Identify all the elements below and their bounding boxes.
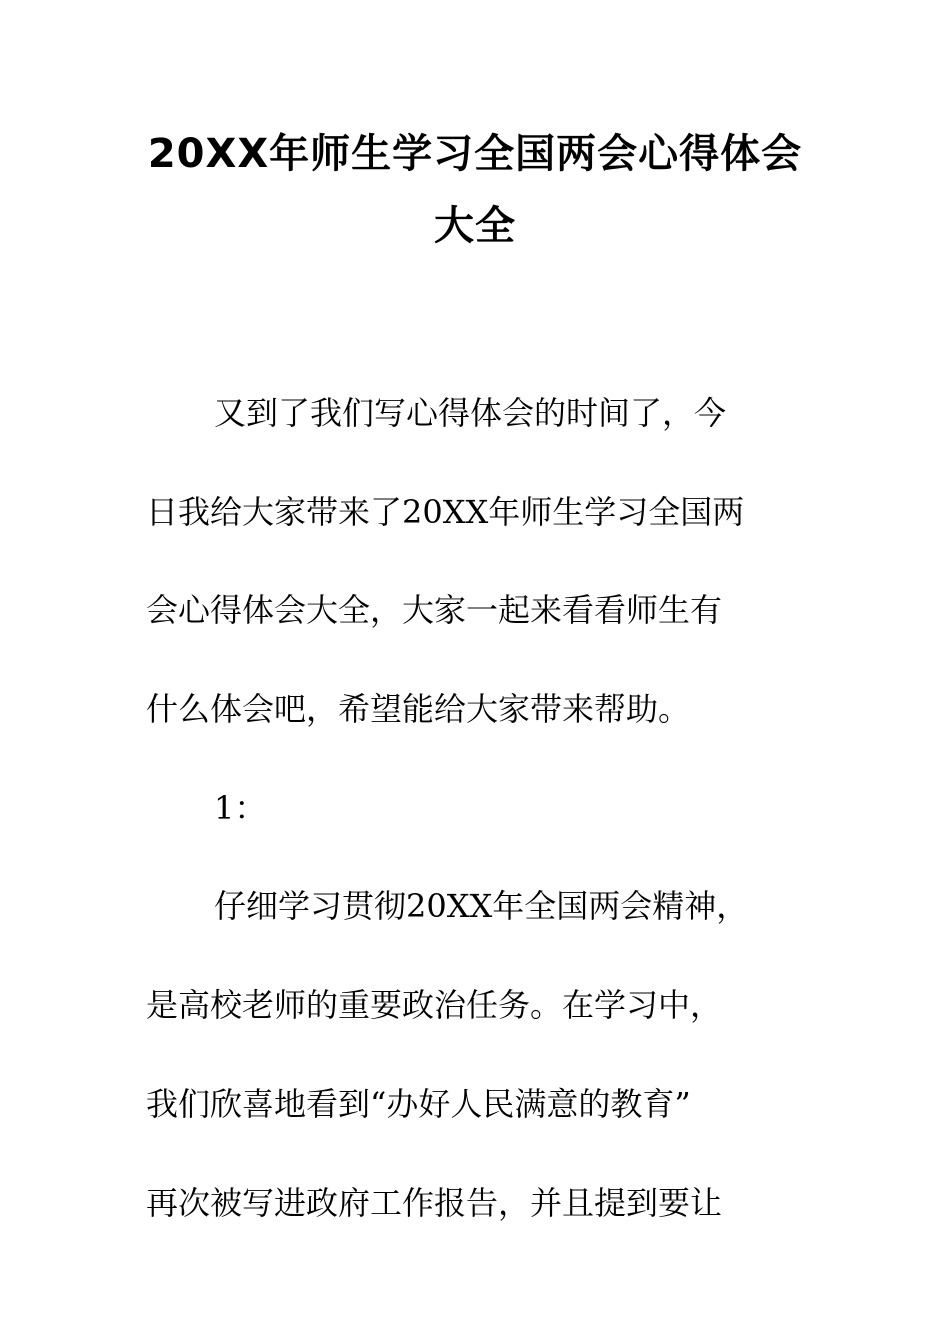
paragraph-1-line-1: 又到了我们写心得体会的时间了，今 [214,394,727,432]
section-number: 1： [214,788,267,827]
paragraph-2-line-4: 再次被写进政府工作报告，并且提到要让 [146,1183,723,1222]
paragraph-1-line-4: 什么体会吧，希望能给大家带来帮助。 [146,690,691,729]
document-title [120,118,830,262]
paragraph-2-line-1: 仔细学习贯彻20XX年全国两会精神， [214,887,749,926]
title-line-2: 大全 [434,203,516,249]
paragraph-1-line-3: 会心得体会大全，大家一起来看看师生有 [146,591,723,630]
document-body [146,364,806,1252]
paragraph-1-line-2: 日我给大家带来了20XX年师生学习全国两 [146,492,745,531]
paragraph-2-line-2: 是高校老师的重要政治任务。在学习中， [146,986,723,1025]
paragraph-2-line-3: 我们欣喜地看到“办好人民满意的教育” [146,1084,691,1123]
title-line-1: 20XX年师生学习全国两会心得体会 [147,131,803,177]
